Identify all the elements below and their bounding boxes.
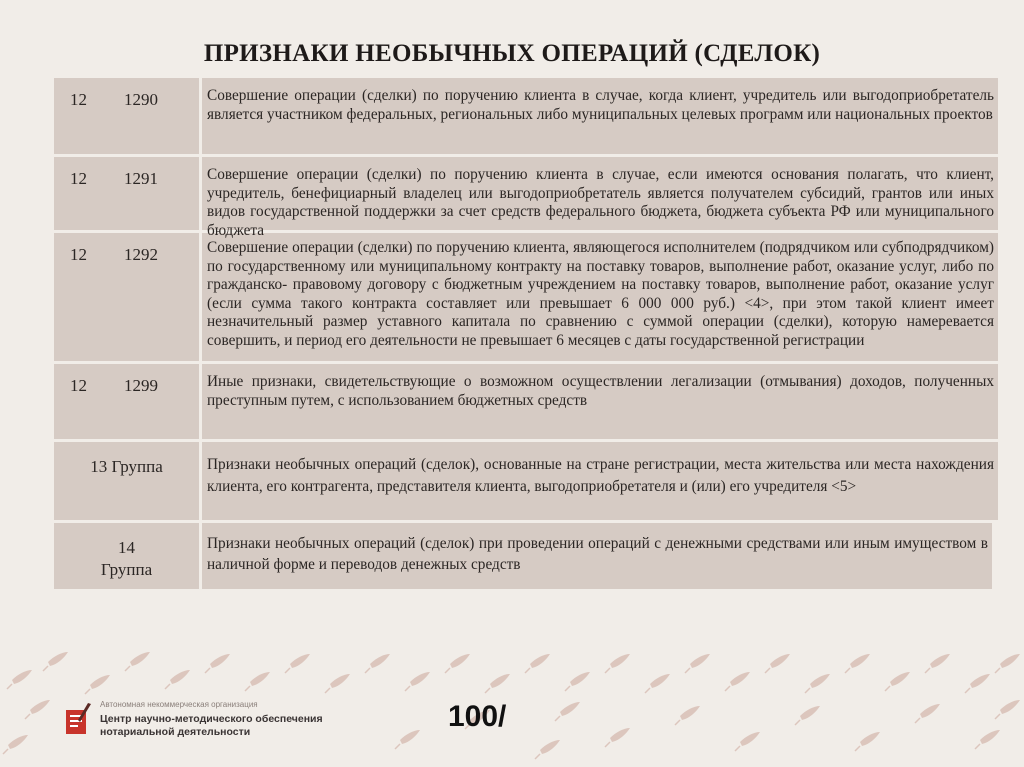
description-cell: Совершение операции (сделки) по поручению клиента в случае, если имеются основания полагать, что клиент, учредитель, бенефициарный владелец или выгодоприобретатель является получателем субсидий, грантов или иных видов государственной поддержки за счет средств федерального бюджета, бюджета субъекта РФ или муниципального бюджета [207, 166, 994, 239]
group-cell: 12 [54, 78, 124, 154]
table-row [54, 233, 998, 361]
code-cell: 1290 [124, 78, 202, 154]
description-cell: Признаки необычных операций (сделок), основанные на стране регистрации, места жительства или места нахождения клиента, его контрагента, представителя клиента, выгодоприобретателя и (или) его учредителя <5> [207, 456, 994, 495]
org-type: Автономная некоммерческая организация [100, 700, 258, 709]
table-row [54, 78, 998, 154]
group-label-cell [54, 523, 202, 589]
code-cell: 1299 [124, 364, 202, 439]
signs-table [54, 78, 998, 592]
description-cell: Признаки необычных операций (сделок) при проведении операций с денежными средствами или иным имуществом в наличной форме и переводов денежных средств [207, 535, 988, 573]
group-label-cell: 13 Группа [54, 442, 202, 520]
code-cell: 1291 [124, 157, 202, 230]
page-number: 100/ [448, 700, 507, 733]
description-cell: Иные признаки, свидетельствующие о возможном осуществлении легализации (отмывания) доходов, полученных преступным путем, с использованием бюджетных средств [207, 373, 994, 409]
group-label-word: Группа [100, 560, 153, 579]
group-label-number: 14 [118, 538, 135, 557]
group-cell: 12 [54, 157, 124, 230]
org-name-line1: Центр научно-методического обеспечения [100, 713, 323, 725]
code-cell: 1292 [124, 233, 202, 361]
table-row [54, 157, 998, 239]
description-cell: Совершение операции (сделки) по поручению клиента в случае, когда клиент, учредитель или выгодоприобретатель является участником федеральных, региональных либо муниципальных целевых программ или национальных проектов [207, 87, 994, 123]
org-logo [66, 698, 366, 742]
group-cell: 12 [54, 364, 124, 439]
table-row [54, 523, 992, 589]
table-row [54, 364, 998, 439]
description-cell: Совершение операции (сделки) по поручению клиента, являющегося исполнителем (подрядчиком или субподрядчиком) по государственному или муниципальному контракту на поставку товаров, выполнение работ, оказание услуг, либо по гражданско- правовому договору с бюджетным учреждением на поставку товаров, выполнение работ, оказание услуг (если сумма такого контракта составляет или превышает 6 000 000 руб.) <4>, при этом такой клиент имеет незначительный размер уставного капитала по сравнению с суммой операции (сделки), которую намеревается совершить, и период его деятельности не превышает 6 месяцев с даты государственной регистрации [207, 239, 994, 349]
group-cell: 12 [54, 233, 124, 361]
page-title: ПРИЗНАКИ НЕОБЫЧНЫХ ОПЕРАЦИЙ (СДЕЛОК) [203, 40, 821, 67]
table-row [54, 442, 998, 520]
org-logo-icon [66, 702, 92, 736]
org-name-line2: нотариальной деятельности [100, 726, 251, 738]
